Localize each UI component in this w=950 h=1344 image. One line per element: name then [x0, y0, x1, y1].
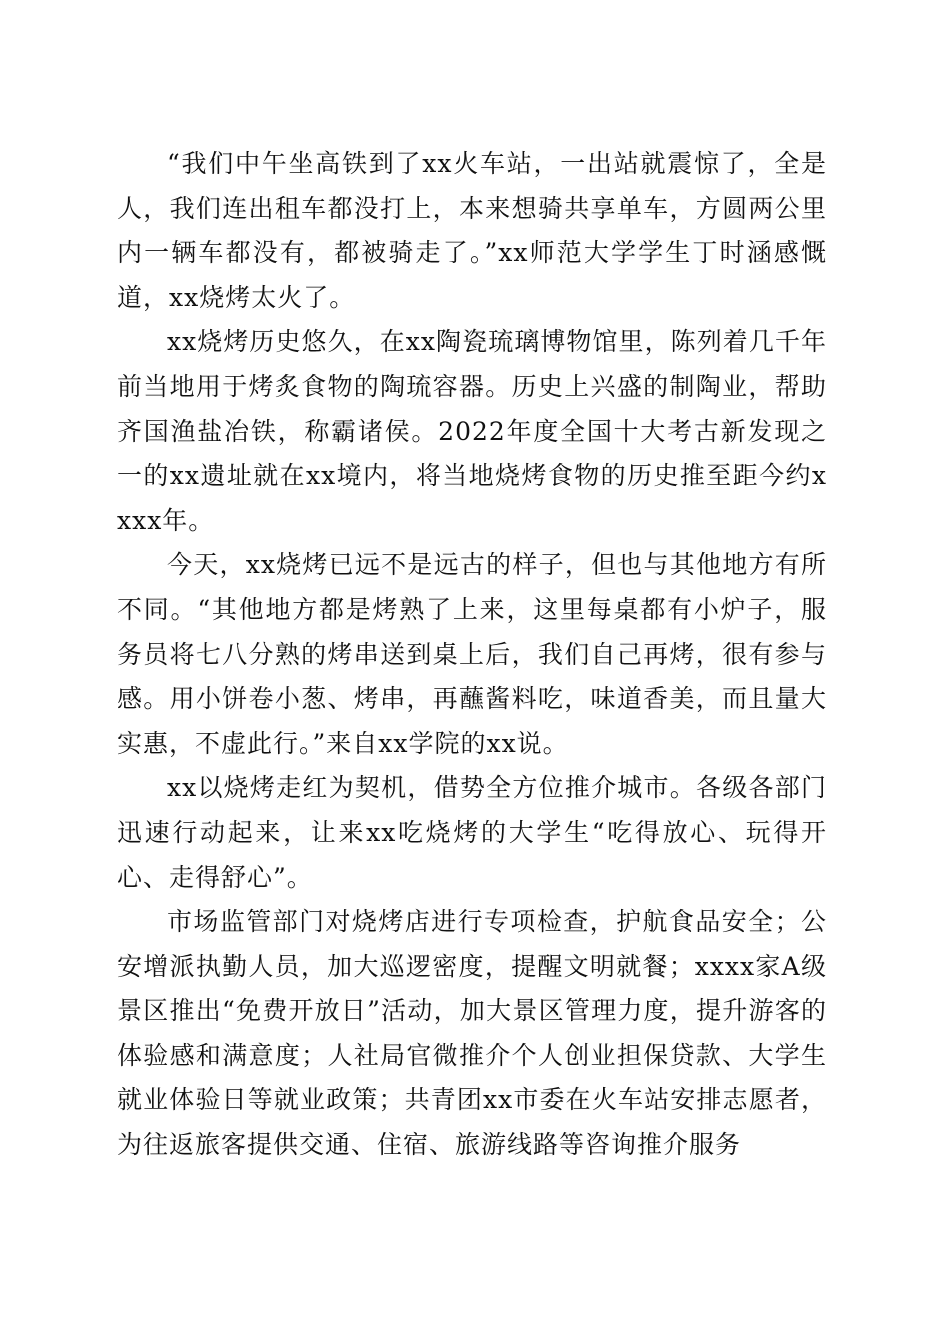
paragraph-3: 今天，xx烧烤已远不是远古的样子，但也与其他地方有所不同。“其他地方都是烤熟了上来，这里每桌都有小炉子，服务员将七八分熟的烤串送到桌上后，我们自己再烤，很有参与感。用小饼卷小葱、烤串，再蘸酱料吃，味道香美，而且量大实惠，不虚此行。”来自xx学院的xx说。 — [117, 550, 827, 758]
document-body — [117, 142, 827, 1168]
paragraph-4: xx以烧烤走红为契机，借势全方位推介城市。各级各部门迅速行动起来，让来xx吃烧烤的大学生“吃得放心、玩得开心、走得舒心”。 — [117, 773, 827, 892]
paragraph-5: 市场监管部门对烧烤店进行专项检查，护航食品安全；公安增派执勤人员，加大巡逻密度，提醒文明就餐；xxxx家A级景区推出“免费开放日”活动，加大景区管理力度，提升游客的体验感和满意度；人社局官微推介个人创业担保贷款、大学生就业体验日等就业政策；共青团xx市委在火车站安排志愿者，为往返旅客提供交通、住宿、旅游线路等咨询推介服务 — [117, 907, 827, 1160]
paragraph-2: xx烧烤历史悠久，在xx陶瓷琉璃博物馆里，陈列着几千年前当地用于烤炙食物的陶琉容器。历史上兴盛的制陶业，帮助齐国渔盐冶铁，称霸诸侯。2022年度全国十大考古新发现之一的xx遗址就在xx境内，将当地烧烤食物的历史推至距今约xxxx年。 — [117, 327, 827, 535]
paragraph-1: “我们中午坐高铁到了xx火车站，一出站就震惊了，全是人，我们连出租车都没打上，本来想骑共享单车，方圆两公里内一辆车都没有，都被骑走了。”xx师范大学学生丁时涵感慨道，xx烧烤太火了。 — [117, 149, 827, 312]
